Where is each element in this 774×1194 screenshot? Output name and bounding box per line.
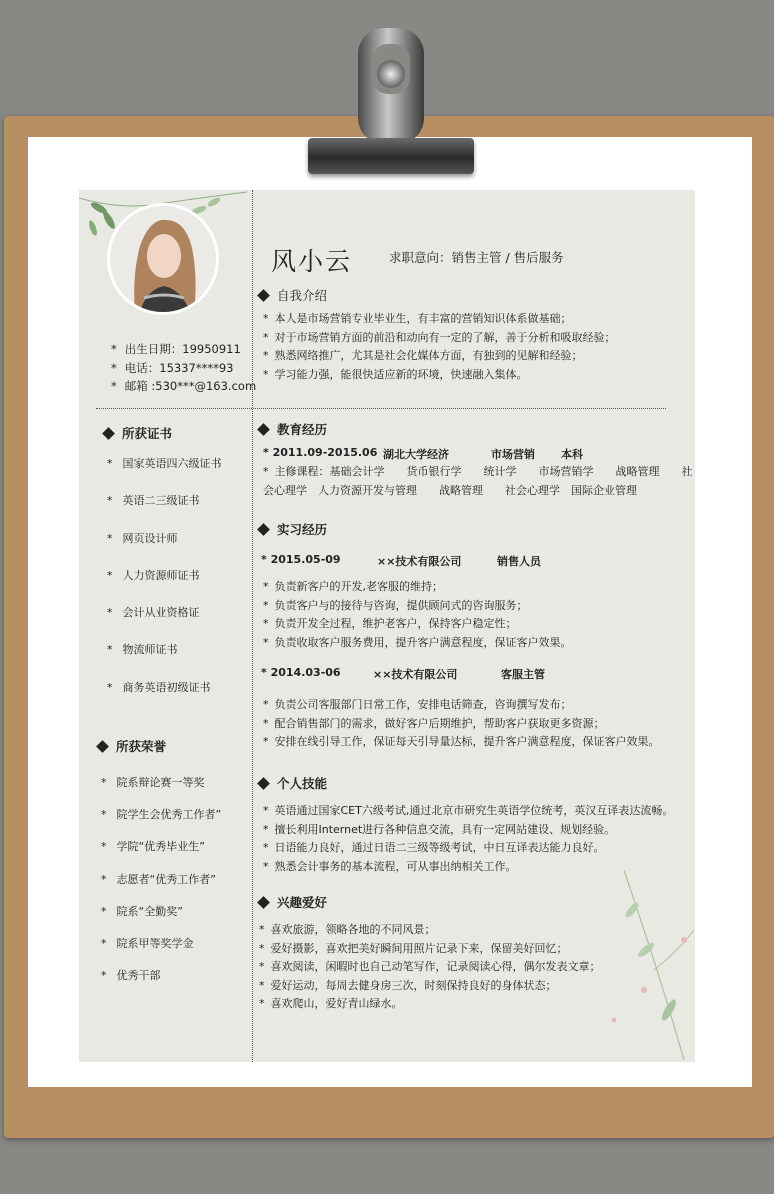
diamond-icon: [257, 777, 270, 790]
binder-clip-rivet-icon: [377, 60, 405, 88]
skills-list: [263, 802, 673, 876]
list-item: * 英语二三级证书: [107, 492, 222, 529]
resume-sheet: [79, 190, 695, 1062]
job-duties: [263, 578, 572, 652]
contact-info: [111, 340, 256, 396]
section-title-hobbies: 兴趣爱好: [259, 893, 327, 911]
list-item: * 配合销售部门的需求，做好客户后期维护，帮助客户获取更多资源；: [263, 715, 660, 734]
diamond-icon: [257, 289, 270, 302]
branch-decoration-icon: [584, 870, 695, 1060]
job-period: * 2014.03-06: [261, 666, 341, 679]
section-title-certificates: 所获证书: [104, 424, 172, 442]
section-title-work: 实习经历: [259, 520, 327, 538]
list-item: * 熟悉会计事务的基本流程，可从事出纳相关工作。: [263, 858, 673, 877]
job-row: [261, 666, 545, 682]
job-company: ××技术有限公司: [373, 668, 458, 681]
list-item: * 商务英语初级证书: [107, 679, 222, 716]
list-item: * 爱好运动，每周去健身房三次，时刻保持良好的身体状态；: [259, 977, 601, 996]
list-item: * 会计从业资格证: [107, 604, 222, 641]
list-item: * 志愿者“优秀工作者”: [101, 871, 221, 903]
birth-date: * 出生日期：19950911: [111, 340, 256, 359]
diamond-icon: [257, 896, 270, 909]
list-item: * 负责客户与的接待与咨询，提供顾问式的咨询服务；: [263, 597, 572, 616]
list-item: * 负责公司客服部门日常工作，安排电话筛查，咨询撰写发布；: [263, 696, 660, 715]
section-title-education: 教育经历: [259, 420, 327, 438]
list-item: * 人力资源师证书: [107, 567, 222, 604]
list-item: * 负责新客户的开发,老客服的维持；: [263, 578, 572, 597]
vertical-divider: [252, 190, 253, 1062]
list-item: * 国家英语四六级证书: [107, 455, 222, 492]
list-item: * 喜欢阅读，闲暇时也自己动笔写作，记录阅读心得，偶尔发表文章；: [259, 958, 601, 977]
courses-line: * 主修课程：基础会计学 货币银行学 统计学 市场营销学 战略管理 社: [263, 463, 693, 482]
list-item: * 学习能力强，能很快适应新的环境，快速融入集体。: [263, 366, 616, 385]
job-role: 销售人员: [497, 555, 541, 568]
section-title-intro: 自我介绍: [259, 286, 327, 304]
candidate-name: 风小云: [271, 247, 353, 276]
job-row: [261, 553, 541, 569]
avatar: [110, 206, 216, 312]
job-intent: 求职意向：销售主管 / 售后服务: [389, 250, 564, 265]
section-title-honors: 所获荣誉: [98, 737, 166, 755]
certificates-list: [107, 455, 222, 716]
list-item: * 院系“全勤奖”: [101, 903, 221, 935]
phone: * 电话：15337****93: [111, 359, 256, 378]
list-item: * 喜欢爬山，爱好青山绿水。: [259, 995, 601, 1014]
list-item: * 日语能力良好，通过日语二三级等级考试，中日互译表达能力良好。: [263, 839, 673, 858]
list-item: * 优秀干部: [101, 967, 221, 999]
portrait-icon: [110, 206, 216, 312]
diamond-icon: [257, 523, 270, 536]
list-item: * 本人是市场营销专业毕业生，有丰富的营销知识体系做基础；: [263, 310, 616, 329]
list-item: * 网页设计师: [107, 530, 222, 567]
list-item: * 物流师证书: [107, 641, 222, 678]
education-period: * 2011.09-2015.06: [263, 446, 378, 459]
list-item: * 院系甲等奖学金: [101, 935, 221, 967]
list-item: * 安排在线引导工作，保证每天引导量达标，提升客户满意程度，保证客户效果。: [263, 733, 660, 752]
education-row: [263, 446, 583, 462]
honors-list: [101, 774, 221, 999]
list-item: * 负责开发全过程，维护老客户，保持客户稳定性；: [263, 615, 572, 634]
job-company: ××技术有限公司: [377, 555, 462, 568]
list-item: * 熟悉网络推广，尤其是社会化媒体方面，有独到的见解和经验；: [263, 347, 616, 366]
list-item: * 学院“优秀毕业生”: [101, 838, 221, 870]
list-item: * 擅长利用Internet进行各种信息交流，具有一定网站建设、规划经验。: [263, 821, 673, 840]
intro-list: [263, 310, 616, 384]
list-item: * 爱好摄影，喜欢把美好瞬间用照片记录下来，保留美好回忆；: [259, 940, 601, 959]
section-title-skills: 个人技能: [259, 774, 327, 792]
education-major: 市场营销: [491, 448, 535, 461]
education-degree: 本科: [561, 448, 583, 461]
job-period: * 2015.05-09: [261, 553, 341, 566]
list-item: * 对于市场营销方面的前沿和动向有一定的了解，善于分析和吸取经验；: [263, 329, 616, 348]
courses-line: 会心理学 人力资源开发与管理 战略管理 社会心理学 国际企业管理: [263, 483, 637, 497]
binder-clip-icon: [308, 138, 474, 174]
diamond-icon: [257, 423, 270, 436]
list-item: * 院系辩论赛一等奖: [101, 774, 221, 806]
hobbies-list: [259, 921, 601, 1014]
diamond-icon: [102, 427, 115, 440]
horizontal-divider: [96, 408, 666, 409]
job-role: 客服主管: [501, 668, 545, 681]
list-item: * 英语通过国家CET六级考试,通过北京市研究生英语学位统考，英汉互译表达流畅。: [263, 802, 673, 821]
education-school: 湖北大学经济: [383, 448, 449, 461]
list-item: * 喜欢旅游，领略各地的不同风景；: [259, 921, 601, 940]
list-item: * 负责收取客户服务费用，提升客户满意程度，保证客户效果。: [263, 634, 572, 653]
email: * 邮箱 :530***@163.com: [111, 377, 256, 396]
list-item: * 院学生会优秀工作者”: [101, 806, 221, 838]
diamond-icon: [96, 740, 109, 753]
job-duties: [263, 696, 660, 752]
courses: [263, 463, 693, 500]
